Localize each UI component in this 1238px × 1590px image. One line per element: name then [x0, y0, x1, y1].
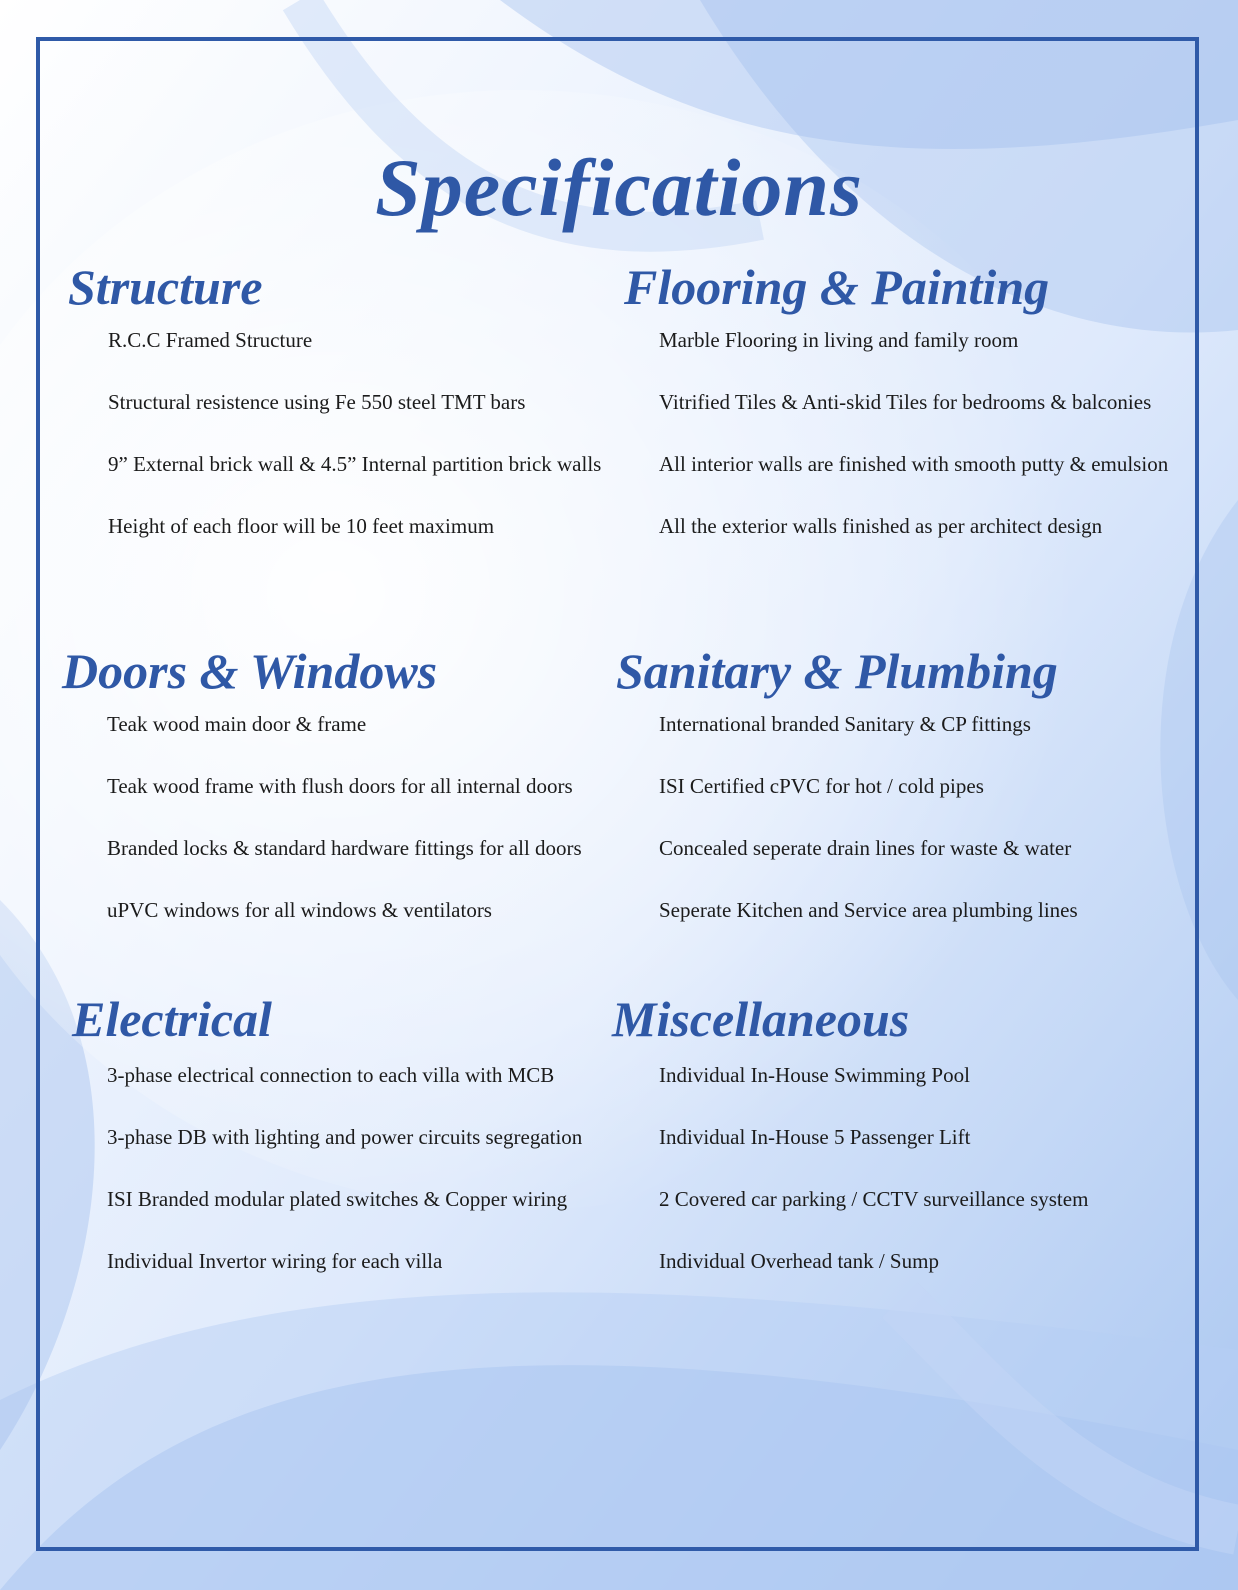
spec-item: All interior walls are finished with smooth putty & emulsion	[659, 452, 1169, 476]
section-electrical	[72, 991, 272, 1047]
page-title: Specifications	[375, 141, 863, 233]
section-heading: Miscellaneous	[612, 991, 910, 1047]
spec-item: Individual In-House Swimming Pool	[659, 1063, 970, 1087]
spec-item: ISI Branded modular plated switches & Copper wiring	[107, 1187, 568, 1211]
spec-item: Individual Overhead tank / Sump	[659, 1249, 939, 1273]
spec-item: Teak wood frame with flush doors for all internal doors	[107, 774, 573, 798]
section-sanitary-plumbing	[616, 643, 1058, 699]
spec-item: ISI Certified cPVC for hot / cold pipes	[659, 774, 984, 798]
spec-item: R.C.C Framed Structure	[108, 328, 313, 352]
spec-item: Structural resistence using Fe 550 steel TMT bars	[108, 390, 526, 414]
spec-item: All the exterior walls finished as per architect design	[659, 514, 1103, 538]
spec-item: Marble Flooring in living and family room	[659, 328, 1019, 352]
spec-item: Vitrified Tiles & Anti-skid Tiles for bedrooms & balconies	[659, 390, 1152, 414]
spec-item: 3-phase electrical connection to each villa with MCB	[107, 1063, 555, 1087]
spec-item: Teak wood main door & frame	[107, 712, 367, 736]
spec-item: 3-phase DB with lighting and power circuits segregation	[107, 1125, 583, 1149]
spec-item: Height of each floor will be 10 feet maximum	[108, 514, 495, 538]
spec-item: 9” External brick wall & 4.5” Internal partition brick walls	[108, 452, 602, 476]
spec-item: Concealed seperate drain lines for waste & water	[659, 836, 1072, 860]
section-structure	[68, 259, 263, 315]
spec-item: Individual Invertor wiring for each villa	[107, 1249, 443, 1273]
spec-item: Seperate Kitchen and Service area plumbing lines	[659, 898, 1078, 922]
spec-item: 2 Covered car parking / CCTV surveillance system	[659, 1187, 1089, 1211]
section-miscellaneous	[612, 991, 910, 1047]
spec-item: Branded locks & standard hardware fittings for all doors	[107, 836, 582, 860]
section-heading: Electrical	[72, 991, 272, 1047]
section-heading: Doors & Windows	[62, 643, 438, 699]
section-heading: Sanitary & Plumbing	[616, 643, 1058, 699]
spec-item: International branded Sanitary & CP fittings	[659, 712, 1031, 736]
section-heading: Flooring & Painting	[624, 259, 1050, 315]
section-doors-windows	[62, 643, 438, 699]
section-heading: Structure	[68, 259, 263, 315]
section-flooring-painting	[624, 259, 1050, 315]
spec-item: Individual In-House 5 Passenger Lift	[659, 1125, 971, 1149]
spec-item: uPVC windows for all windows & ventilators	[107, 898, 492, 922]
